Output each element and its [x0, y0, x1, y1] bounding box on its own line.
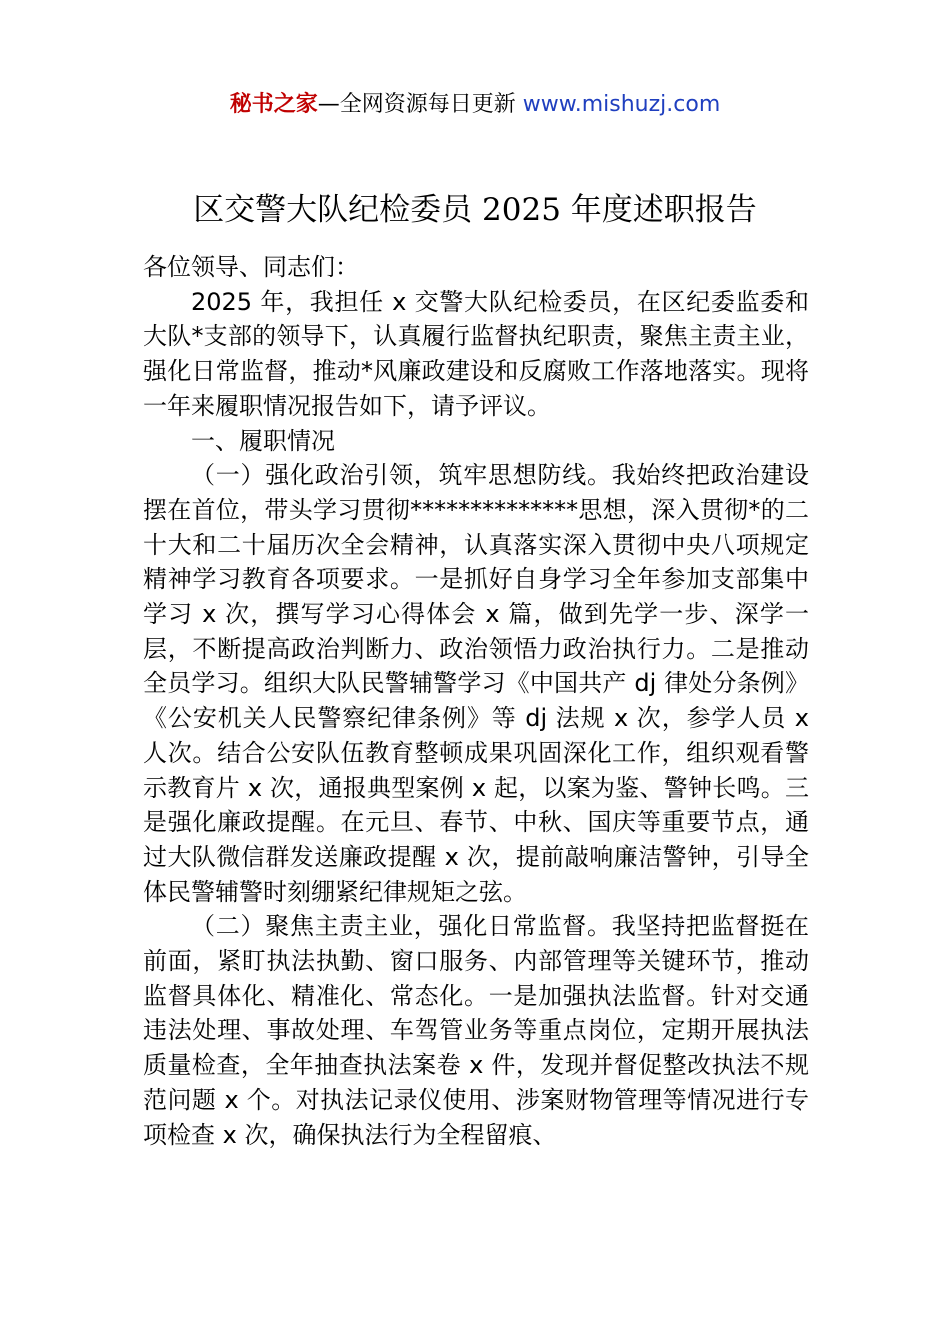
site-header	[0, 88, 950, 122]
site-brand: 秘书之家	[229, 92, 318, 117]
document-body	[143, 250, 809, 1152]
document-title: 区交警大队纪检委员 2025 年度述职报告	[193, 192, 757, 228]
section-heading: 一、履职情况	[191, 426, 335, 455]
site-url-link[interactable]: www.mishuzj.com	[522, 92, 721, 117]
body-paragraph-1: （一）强化政治引领，筑牢思想防线。我始终把政治建设摆在首位，带头学习贯彻**************思想，深入贯彻*的二十大和二十届历次全会精神，认真落实深入贯彻中央八项规定精神学习教育各项要求。一是抓好自身学习全年参加支部集中学习 x 次，撰写学习心得体会 x 篇，做到先学一步、深学一层，不断提高政治判断力、政治领悟力政治执行力。二是推动全员学习。组织大队民警辅警学习《中国共产 dj 律处分条例》《公安机关人民警察纪律条例》等 dj 法规 x 次，参学人员 x 人次。结合公安队伍教育整顿成果巩固深化工作，组织观看警示教育片 x 次，通报典型案例 x 起，以案为鉴、警钟长鸣。三是强化廉政提醒。在元旦、春节、中秋、国庆等重要节点，通过大队微信群发送廉政提醒 x 次，提前敲响廉洁警钟，引导全体民警辅警时刻绷紧纪律规矩之弦。	[143, 461, 809, 906]
site-tagline: —全网资源每日更新	[317, 92, 523, 117]
intro-paragraph: 2025 年，我担任 x 交警大队纪检委员，在区纪委监委和大队*支部的领导下，认真履行监督执纪职责，聚焦主责主业，强化日常监督，推动*风廉政建设和反腐败工作落地落实。现将一年来履职情况报告如下，请予评议。	[143, 287, 809, 420]
salutation: 各位领导、同志们：	[143, 253, 359, 281]
body-paragraph-2: （二）聚焦主责主业，强化日常监督。我坚持把监督挺在前面，紧盯执法执勤、窗口服务、内部管理等关键环节，推动监督具体化、精准化、常态化。一是加强执法监督。针对交通违法处理、事故处理、车驾管业务等重点岗位，定期开展执法质量检查，全年抽查执法案卷 x 件，发现并督促整改执法不规范问题 x 个。对执法记录仪使用、涉案财物管理等情况进行专项检查 x 次，确保执法行为全程留痕、	[143, 912, 809, 1149]
